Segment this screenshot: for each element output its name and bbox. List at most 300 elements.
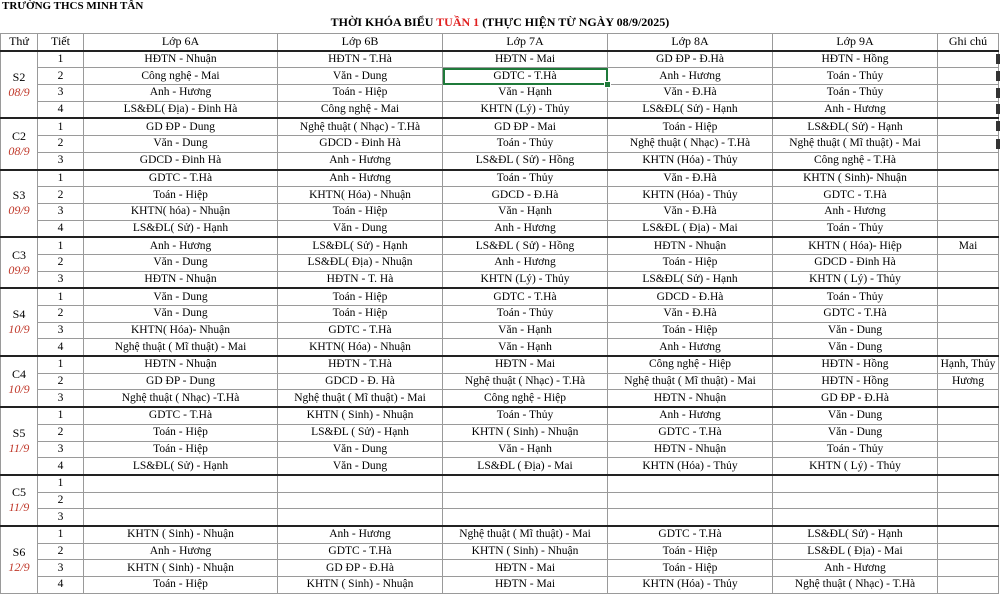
cell-notes[interactable]	[938, 577, 999, 594]
overflow-text-marker	[996, 71, 1000, 81]
timetable-body	[1, 51, 999, 594]
cell-class-9a[interactable]: Toán - Thủy	[773, 68, 938, 85]
cell-notes[interactable]	[938, 306, 999, 323]
period-cell[interactable]: 4	[38, 339, 84, 356]
table-row	[1, 118, 999, 135]
cell-notes[interactable]	[938, 475, 999, 492]
cell-class-7a[interactable]: Văn - Hạnh	[443, 322, 608, 339]
cell-class-6b[interactable]: Anh - Hương	[278, 170, 443, 187]
cell-class-6b[interactable]: Toán - Hiệp	[278, 203, 443, 220]
cell-class-7a[interactable]: LS&ĐL ( Sử) - Hồng	[443, 237, 608, 254]
cell-class-6a[interactable]: LS&ĐL( Sử) - Hạnh	[84, 458, 278, 475]
header-class-7a[interactable]: Lớp 7A	[443, 34, 608, 51]
cell-class-9a[interactable]: KHTN ( Sinh)- Nhuận	[773, 170, 938, 187]
cell-class-6b[interactable]: GDCD - Đinh Hà	[278, 136, 443, 153]
cell-class-6b[interactable]: HĐTN - T. Hà	[278, 271, 443, 288]
period-cell[interactable]: 4	[38, 577, 84, 594]
cell-class-9a[interactable]	[773, 509, 938, 526]
cell-class-6a[interactable]: LS&ĐL( Địa) - Đinh Hà	[84, 101, 278, 118]
day-name: S4	[12, 307, 26, 322]
cell-class-7a[interactable]: GDTC - T.Hà	[443, 68, 608, 85]
day-cell[interactable]	[1, 407, 38, 475]
cell-class-8a[interactable]: KHTN (Hóa) - Thủy	[608, 458, 773, 475]
cell-class-6b[interactable]: HĐTN - T.Hà	[278, 356, 443, 373]
cell-class-7a[interactable]	[443, 509, 608, 526]
cell-class-7a[interactable]: Toán - Thủy	[443, 407, 608, 424]
cell-notes[interactable]	[938, 458, 999, 475]
cell-class-8a[interactable]: Toán - Hiệp	[608, 322, 773, 339]
cell-class-6b[interactable]: Anh - Hương	[278, 152, 443, 169]
cell-class-6a[interactable]: LS&ĐL( Sử) - Hạnh	[84, 220, 278, 237]
cell-class-6a[interactable]: GDTC - T.Hà	[84, 407, 278, 424]
period-cell[interactable]: 2	[38, 543, 84, 560]
header-row	[1, 34, 999, 51]
cell-notes[interactable]: Hương	[938, 373, 999, 390]
cell-class-8a[interactable]: GD ĐP - Đ.Hà	[608, 51, 773, 68]
cell-notes[interactable]	[938, 101, 999, 118]
cell-class-6b[interactable]: Nghệ thuật ( Nhạc) - T.Hà	[278, 118, 443, 135]
cell-notes[interactable]	[938, 254, 999, 271]
cell-class-6b[interactable]: HĐTN - T.Hà	[278, 51, 443, 68]
cell-class-6a[interactable]: KHTN ( Sinh) - Nhuận	[84, 560, 278, 577]
cell-class-7a[interactable]: KHTN (Lý) - Thủy	[443, 101, 608, 118]
period-cell[interactable]: 3	[38, 390, 84, 407]
table-row	[1, 526, 999, 543]
cell-class-8a[interactable]	[608, 475, 773, 492]
header-class-8a[interactable]: Lớp 8A	[608, 34, 773, 51]
cell-class-6b[interactable]: Văn - Dung	[278, 68, 443, 85]
cell-class-6a[interactable]: Toán - Hiệp	[84, 424, 278, 441]
cell-class-8a[interactable]: Văn - Đ.Hà	[608, 170, 773, 187]
cell-class-8a[interactable]: LS&ĐL ( Địa) - Mai	[608, 220, 773, 237]
table-row	[1, 458, 999, 475]
cell-class-8a[interactable]: KHTN (Hóa) - Thủy	[608, 152, 773, 169]
cell-class-7a[interactable]: Anh - Hương	[443, 220, 608, 237]
period-cell[interactable]: 1	[38, 170, 84, 187]
table-row	[1, 509, 999, 526]
cell-class-9a[interactable]: Toán - Thủy	[773, 288, 938, 305]
cell-class-9a[interactable]: Văn - Dung	[773, 322, 938, 339]
cell-class-6b[interactable]: Toán - Hiệp	[278, 288, 443, 305]
cell-notes[interactable]	[938, 424, 999, 441]
cell-class-9a[interactable]: LS&ĐL( Sử) - Hạnh	[773, 526, 938, 543]
cell-class-6a[interactable]: KHTN( hóa) - Nhuận	[84, 203, 278, 220]
day-name: S3	[12, 188, 26, 203]
cell-class-7a[interactable]: KHTN ( Sinh) - Nhuận	[443, 424, 608, 441]
cell-notes[interactable]	[938, 441, 999, 458]
cell-class-8a[interactable]: LS&ĐL( Sử) - Hạnh	[608, 271, 773, 288]
cell-class-9a[interactable]	[773, 492, 938, 509]
cell-class-8a[interactable]: GDTC - T.Hà	[608, 526, 773, 543]
cell-class-6b[interactable]: Văn - Dung	[278, 441, 443, 458]
cell-class-8a[interactable]: HĐTN - Nhuận	[608, 237, 773, 254]
cell-notes[interactable]: Mai	[938, 237, 999, 254]
day-cell[interactable]	[1, 237, 38, 288]
timetable-grid	[0, 33, 999, 594]
cell-class-8a[interactable]: KHTN (Hóa) - Thủy	[608, 187, 773, 204]
period-cell[interactable]: 3	[38, 85, 84, 102]
cell-notes[interactable]	[938, 152, 999, 169]
table-row	[1, 152, 999, 169]
cell-class-6a[interactable]: Toán - Hiệp	[84, 187, 278, 204]
table-row	[1, 203, 999, 220]
header-period[interactable]: Tiết	[38, 34, 84, 51]
cell-class-6b[interactable]: GD ĐP - Đ.Hà	[278, 560, 443, 577]
title-suffix: (THỰC HIỆN TỪ NGÀY 08/9/2025)	[482, 15, 670, 29]
cell-class-8a[interactable]: HĐTN - Nhuận	[608, 390, 773, 407]
table-row	[1, 237, 999, 254]
period-cell[interactable]: 2	[38, 136, 84, 153]
cell-notes[interactable]	[938, 492, 999, 509]
day-date: 12/9	[8, 559, 30, 574]
cell-class-9a[interactable]: GD ĐP - Đ.Hà	[773, 390, 938, 407]
cell-class-8a[interactable]: Văn - Đ.Hà	[608, 203, 773, 220]
cell-notes[interactable]	[938, 68, 999, 85]
cell-class-9a[interactable]: HĐTN - Hồng	[773, 373, 938, 390]
cell-class-9a[interactable]: HĐTN - Hồng	[773, 356, 938, 373]
cell-class-6b[interactable]: Văn - Dung	[278, 220, 443, 237]
day-date: 08/9	[8, 84, 30, 99]
day-name: C3	[11, 247, 26, 262]
cell-class-6a[interactable]: Văn - Dung	[84, 254, 278, 271]
period-cell[interactable]: 3	[38, 322, 84, 339]
cell-class-8a[interactable]: HĐTN - Nhuận	[608, 441, 773, 458]
cell-class-6a[interactable]: Văn - Dung	[84, 288, 278, 305]
period-cell[interactable]: 2	[38, 424, 84, 441]
cell-class-6b[interactable]: Anh - Hương	[278, 526, 443, 543]
cell-class-6a[interactable]: HĐTN - Nhuận	[84, 356, 278, 373]
cell-class-7a[interactable]: Toán - Thủy	[443, 136, 608, 153]
cell-notes[interactable]	[938, 187, 999, 204]
cell-class-6a[interactable]: Nghệ thuật ( Nhạc) -T.Hà	[84, 390, 278, 407]
cell-class-8a[interactable]: GDTC - T.Hà	[608, 424, 773, 441]
cell-class-9a[interactable]: Văn - Dung	[773, 407, 938, 424]
cell-class-6b[interactable]	[278, 475, 443, 492]
period-cell[interactable]: 2	[38, 306, 84, 323]
cell-class-6b[interactable]: Nghệ thuật ( Mĩ thuật) - Mai	[278, 390, 443, 407]
cell-class-6b[interactable]: LS&ĐL( Sử) - Hạnh	[278, 237, 443, 254]
cell-class-6a[interactable]: GD ĐP - Dung	[84, 373, 278, 390]
cell-class-8a[interactable]: Văn - Đ.Hà	[608, 306, 773, 323]
table-row	[1, 170, 999, 187]
cell-class-7a[interactable]: Văn - Hạnh	[443, 203, 608, 220]
day-name: C2	[11, 128, 26, 143]
day-name: S5	[12, 426, 26, 440]
cell-notes[interactable]	[938, 390, 999, 407]
cell-notes[interactable]	[938, 509, 999, 526]
period-cell[interactable]: 1	[38, 526, 84, 543]
cell-class-7a[interactable]: LS&ĐL ( Sử) - Hồng	[443, 152, 608, 169]
cell-class-9a[interactable]: Văn - Dung	[773, 339, 938, 356]
cell-class-7a[interactable]	[443, 475, 608, 492]
overflow-text-marker	[996, 104, 1000, 114]
cell-class-7a[interactable]: GD ĐP - Mai	[443, 118, 608, 135]
cell-class-7a[interactable]: Nghệ thuật ( Nhạc) - T.Hà	[443, 373, 608, 390]
cell-class-8a[interactable]: LS&ĐL( Sử) - Hạnh	[608, 101, 773, 118]
period-cell[interactable]: 2	[38, 373, 84, 390]
day-cell[interactable]	[1, 288, 38, 356]
table-row	[1, 543, 999, 560]
table-row	[1, 560, 999, 577]
day-cell[interactable]	[1, 475, 38, 526]
cell-notes[interactable]	[938, 203, 999, 220]
cell-class-7a[interactable]	[443, 492, 608, 509]
cell-class-9a[interactable]: KHTN ( Lý) - Thủy	[773, 458, 938, 475]
cell-class-9a[interactable]: Nghệ thuật ( Mĩ thuật) - Mai	[773, 136, 938, 153]
cell-class-7a[interactable]: HĐTN - Mai	[443, 577, 608, 594]
period-cell[interactable]: 2	[38, 254, 84, 271]
cell-class-6b[interactable]: Công nghệ - Mai	[278, 101, 443, 118]
day-cell[interactable]	[1, 118, 38, 169]
selection-fill-handle[interactable]	[604, 81, 611, 88]
cell-class-8a[interactable]: Toán - Hiệp	[608, 543, 773, 560]
period-cell[interactable]: 1	[38, 356, 84, 373]
day-date: 09/9	[8, 262, 30, 277]
table-row	[1, 220, 999, 237]
day-date: 10/9	[8, 322, 30, 337]
cell-class-8a[interactable]	[608, 492, 773, 509]
cell-class-6b[interactable]: KHTN ( Sinh) - Nhuận	[278, 577, 443, 594]
cell-class-8a[interactable]: Anh - Hương	[608, 68, 773, 85]
cell-class-9a[interactable]: Công nghệ - T.Hà	[773, 152, 938, 169]
cell-notes[interactable]	[938, 51, 999, 68]
cell-class-6b[interactable]: Văn - Dung	[278, 458, 443, 475]
cell-notes[interactable]	[938, 543, 999, 560]
cell-class-6a[interactable]: HĐTN - Nhuận	[84, 51, 278, 68]
cell-class-8a[interactable]: Toán - Hiệp	[608, 254, 773, 271]
cell-class-9a[interactable]: LS&ĐL ( Địa) - Mai	[773, 543, 938, 560]
cell-class-9a[interactable]: Văn - Dung	[773, 424, 938, 441]
table-row	[1, 492, 999, 509]
cell-class-9a[interactable]: GDTC - T.Hà	[773, 187, 938, 204]
period-cell[interactable]: 3	[38, 203, 84, 220]
cell-class-6a[interactable]: GDTC - T.Hà	[84, 170, 278, 187]
cell-class-9a[interactable]: Anh - Hương	[773, 101, 938, 118]
cell-class-6a[interactable]	[84, 509, 278, 526]
table-row	[1, 51, 999, 68]
cell-class-9a[interactable]: KHTN ( Lý) - Thủy	[773, 271, 938, 288]
cell-class-9a[interactable]: Toán - Thủy	[773, 441, 938, 458]
overflow-text-marker	[996, 88, 1000, 98]
cell-class-6a[interactable]	[84, 492, 278, 509]
cell-class-9a[interactable]: GDCD - Đinh Hà	[773, 254, 938, 271]
cell-class-6a[interactable]: HĐTN - Nhuận	[84, 271, 278, 288]
cell-class-7a[interactable]: HĐTN - Mai	[443, 560, 608, 577]
cell-class-7a[interactable]: Anh - Hương	[443, 254, 608, 271]
cell-notes[interactable]	[938, 560, 999, 577]
cell-class-6b[interactable]: KHTN ( Sinh) - Nhuận	[278, 407, 443, 424]
cell-class-6b[interactable]: GDTC - T.Hà	[278, 322, 443, 339]
cell-class-8a[interactable]: GDCD - Đ.Hà	[608, 288, 773, 305]
day-name: S6	[12, 544, 26, 559]
table-row	[1, 101, 999, 118]
cell-class-6a[interactable]: Anh - Hương	[84, 85, 278, 102]
cell-class-6b[interactable]	[278, 509, 443, 526]
day-date: 10/9	[8, 381, 30, 396]
cell-class-6a[interactable]: KHTN( Hóa)- Nhuận	[84, 322, 278, 339]
period-cell[interactable]: 1	[38, 237, 84, 254]
cell-class-9a[interactable]: Toán - Thủy	[773, 85, 938, 102]
header-class-6b[interactable]: Lớp 6B	[278, 34, 443, 51]
period-cell[interactable]: 2	[38, 492, 84, 509]
cell-class-8a[interactable]: Anh - Hương	[608, 339, 773, 356]
cell-class-6b[interactable]	[278, 492, 443, 509]
cell-notes[interactable]	[938, 118, 999, 135]
overflow-text-marker	[996, 54, 1000, 64]
cell-notes[interactable]	[938, 170, 999, 187]
cell-class-9a[interactable]: GDTC - T.Hà	[773, 306, 938, 323]
cell-notes[interactable]	[938, 136, 999, 153]
day-date: 09/9	[8, 203, 30, 218]
cell-notes[interactable]	[938, 288, 999, 305]
cell-class-7a[interactable]: HĐTN - Mai	[443, 51, 608, 68]
period-cell[interactable]: 1	[38, 118, 84, 135]
table-row	[1, 424, 999, 441]
cell-class-8a[interactable]: Nghệ thuật ( Mĩ thuật) - Mai	[608, 373, 773, 390]
cell-class-6b[interactable]: Toán - Hiệp	[278, 306, 443, 323]
cell-class-6a[interactable]: GD ĐP - Dung	[84, 118, 278, 135]
period-cell[interactable]: 3	[38, 509, 84, 526]
cell-class-7a[interactable]: GDTC - T.Hà	[443, 288, 608, 305]
cell-notes[interactable]	[938, 85, 999, 102]
cell-class-6a[interactable]: Anh - Hương	[84, 543, 278, 560]
day-cell[interactable]	[1, 51, 38, 119]
day-date: 11/9	[8, 441, 30, 455]
period-cell[interactable]: 3	[38, 441, 84, 458]
cell-class-8a[interactable]: Anh - Hương	[608, 407, 773, 424]
header-notes[interactable]: Ghi chú	[938, 34, 999, 51]
cell-class-9a[interactable]: Nghệ thuật ( Nhạc) - T.Hà	[773, 577, 938, 594]
day-date: 11/9	[8, 500, 30, 515]
cell-class-6a[interactable]: Công nghệ - Mai	[84, 68, 278, 85]
cell-notes[interactable]	[938, 339, 999, 356]
table-row	[1, 356, 999, 373]
period-cell[interactable]: 2	[38, 187, 84, 204]
cell-class-7a[interactable]: HĐTN - Mai	[443, 356, 608, 373]
cell-class-6a[interactable]	[84, 475, 278, 492]
cell-class-8a[interactable]: Nghệ thuật ( Nhạc) - T.Hà	[608, 136, 773, 153]
table-row	[1, 288, 999, 305]
cell-class-9a[interactable]: HĐTN - Hồng	[773, 51, 938, 68]
cell-class-8a[interactable]: Công nghệ - Hiệp	[608, 356, 773, 373]
cell-class-6a[interactable]: Toán - Hiệp	[84, 441, 278, 458]
table-row	[1, 68, 999, 85]
day-cell[interactable]	[1, 170, 38, 238]
table-row	[1, 254, 999, 271]
period-cell[interactable]: 1	[38, 407, 84, 424]
overflow-text-marker	[996, 139, 1000, 149]
cell-class-6a[interactable]: Văn - Dung	[84, 136, 278, 153]
cell-notes[interactable]	[938, 220, 999, 237]
cell-class-6b[interactable]: Toán - Hiệp	[278, 85, 443, 102]
cell-class-6b[interactable]: KHTN( Hóa) - Nhuận	[278, 187, 443, 204]
cell-class-6a[interactable]: Nghệ thuật ( Mĩ thuật) - Mai	[84, 339, 278, 356]
cell-class-8a[interactable]: Văn - Đ.Hà	[608, 85, 773, 102]
period-cell[interactable]: 4	[38, 220, 84, 237]
cell-class-9a[interactable]: Anh - Hương	[773, 560, 938, 577]
table-row	[1, 441, 999, 458]
table-row	[1, 306, 999, 323]
cell-class-6a[interactable]: Anh - Hương	[84, 237, 278, 254]
cell-class-8a[interactable]: Toán - Hiệp	[608, 118, 773, 135]
cell-class-7a[interactable]: Văn - Hạnh	[443, 85, 608, 102]
cell-class-9a[interactable]	[773, 475, 938, 492]
overflow-text-marker	[996, 121, 1000, 131]
cell-class-6b[interactable]: KHTN( Hóa) - Nhuận	[278, 339, 443, 356]
cell-class-7a[interactable]: Toán - Thủy	[443, 306, 608, 323]
table-row	[1, 407, 999, 424]
table-row	[1, 339, 999, 356]
cell-class-8a[interactable]	[608, 509, 773, 526]
cell-class-7a[interactable]: LS&ĐL ( Địa) - Mai	[443, 458, 608, 475]
cell-class-7a[interactable]: Văn - Hạnh	[443, 441, 608, 458]
cell-class-6a[interactable]: KHTN ( Sinh) - Nhuận	[84, 526, 278, 543]
cell-class-6a[interactable]: GDCD - Đinh Hà	[84, 152, 278, 169]
cell-class-7a[interactable]: KHTN (Lý) - Thủy	[443, 271, 608, 288]
cell-class-6a[interactable]: Toán - Hiệp	[84, 577, 278, 594]
cell-class-8a[interactable]: KHTN (Hóa) - Thủy	[608, 577, 773, 594]
cell-class-6b[interactable]: LS&ĐL ( Sử) - Hạnh	[278, 424, 443, 441]
period-cell[interactable]: 4	[38, 458, 84, 475]
period-cell[interactable]: 3	[38, 271, 84, 288]
cell-class-9a[interactable]: Toán - Thủy	[773, 220, 938, 237]
table-row	[1, 187, 999, 204]
cell-class-6b[interactable]: GDCD - Đ. Hà	[278, 373, 443, 390]
period-cell[interactable]: 1	[38, 51, 84, 68]
table-row	[1, 475, 999, 492]
table-row	[1, 577, 999, 594]
cell-class-7a[interactable]: Công nghệ - Hiệp	[443, 390, 608, 407]
cell-class-7a[interactable]: GDCD - Đ.Hà	[443, 187, 608, 204]
cell-class-9a[interactable]: KHTN ( Hóa)- Hiệp	[773, 237, 938, 254]
period-cell[interactable]: 3	[38, 152, 84, 169]
period-cell[interactable]: 2	[38, 68, 84, 85]
table-row	[1, 322, 999, 339]
header-class-6a[interactable]: Lớp 6A	[84, 34, 278, 51]
period-cell[interactable]: 1	[38, 475, 84, 492]
cell-notes[interactable]	[938, 407, 999, 424]
header-class-9a[interactable]: Lớp 9A	[773, 34, 938, 51]
title-prefix: THỜI KHÓA BIỂU	[330, 15, 434, 29]
timetable-title	[0, 15, 1000, 30]
cell-class-7a[interactable]: KHTN ( Sinh) - Nhuận	[443, 543, 608, 560]
table-row	[1, 271, 999, 288]
day-cell[interactable]	[1, 526, 38, 593]
cell-class-7a[interactable]: Toán - Thủy	[443, 170, 608, 187]
table-row	[1, 136, 999, 153]
school-name: TRƯỜNG THCS MINH TÂN	[2, 0, 144, 12]
period-cell[interactable]: 4	[38, 101, 84, 118]
cell-notes[interactable]	[938, 526, 999, 543]
period-cell[interactable]: 3	[38, 560, 84, 577]
cell-class-6b[interactable]: GDTC - T.Hà	[278, 543, 443, 560]
header-day[interactable]: Thứ	[1, 34, 38, 51]
cell-notes[interactable]	[938, 322, 999, 339]
cell-class-8a[interactable]: Toán - Hiệp	[608, 560, 773, 577]
cell-notes[interactable]: Hạnh, Thủy	[938, 356, 999, 373]
period-cell[interactable]: 1	[38, 288, 84, 305]
cell-class-9a[interactable]: LS&ĐL( Sử) - Hạnh	[773, 118, 938, 135]
cell-class-6a[interactable]: Văn - Dung	[84, 306, 278, 323]
day-name: S2	[12, 69, 26, 84]
cell-class-6b[interactable]: LS&ĐL( Địa) - Nhuận	[278, 254, 443, 271]
day-name: C5	[11, 485, 26, 500]
cell-class-7a[interactable]: Nghệ thuật ( Mĩ thuật) - Mai	[443, 526, 608, 543]
cell-class-9a[interactable]: Anh - Hương	[773, 203, 938, 220]
cell-notes[interactable]	[938, 271, 999, 288]
cell-class-7a[interactable]: Văn - Hạnh	[443, 339, 608, 356]
day-cell[interactable]	[1, 356, 38, 407]
